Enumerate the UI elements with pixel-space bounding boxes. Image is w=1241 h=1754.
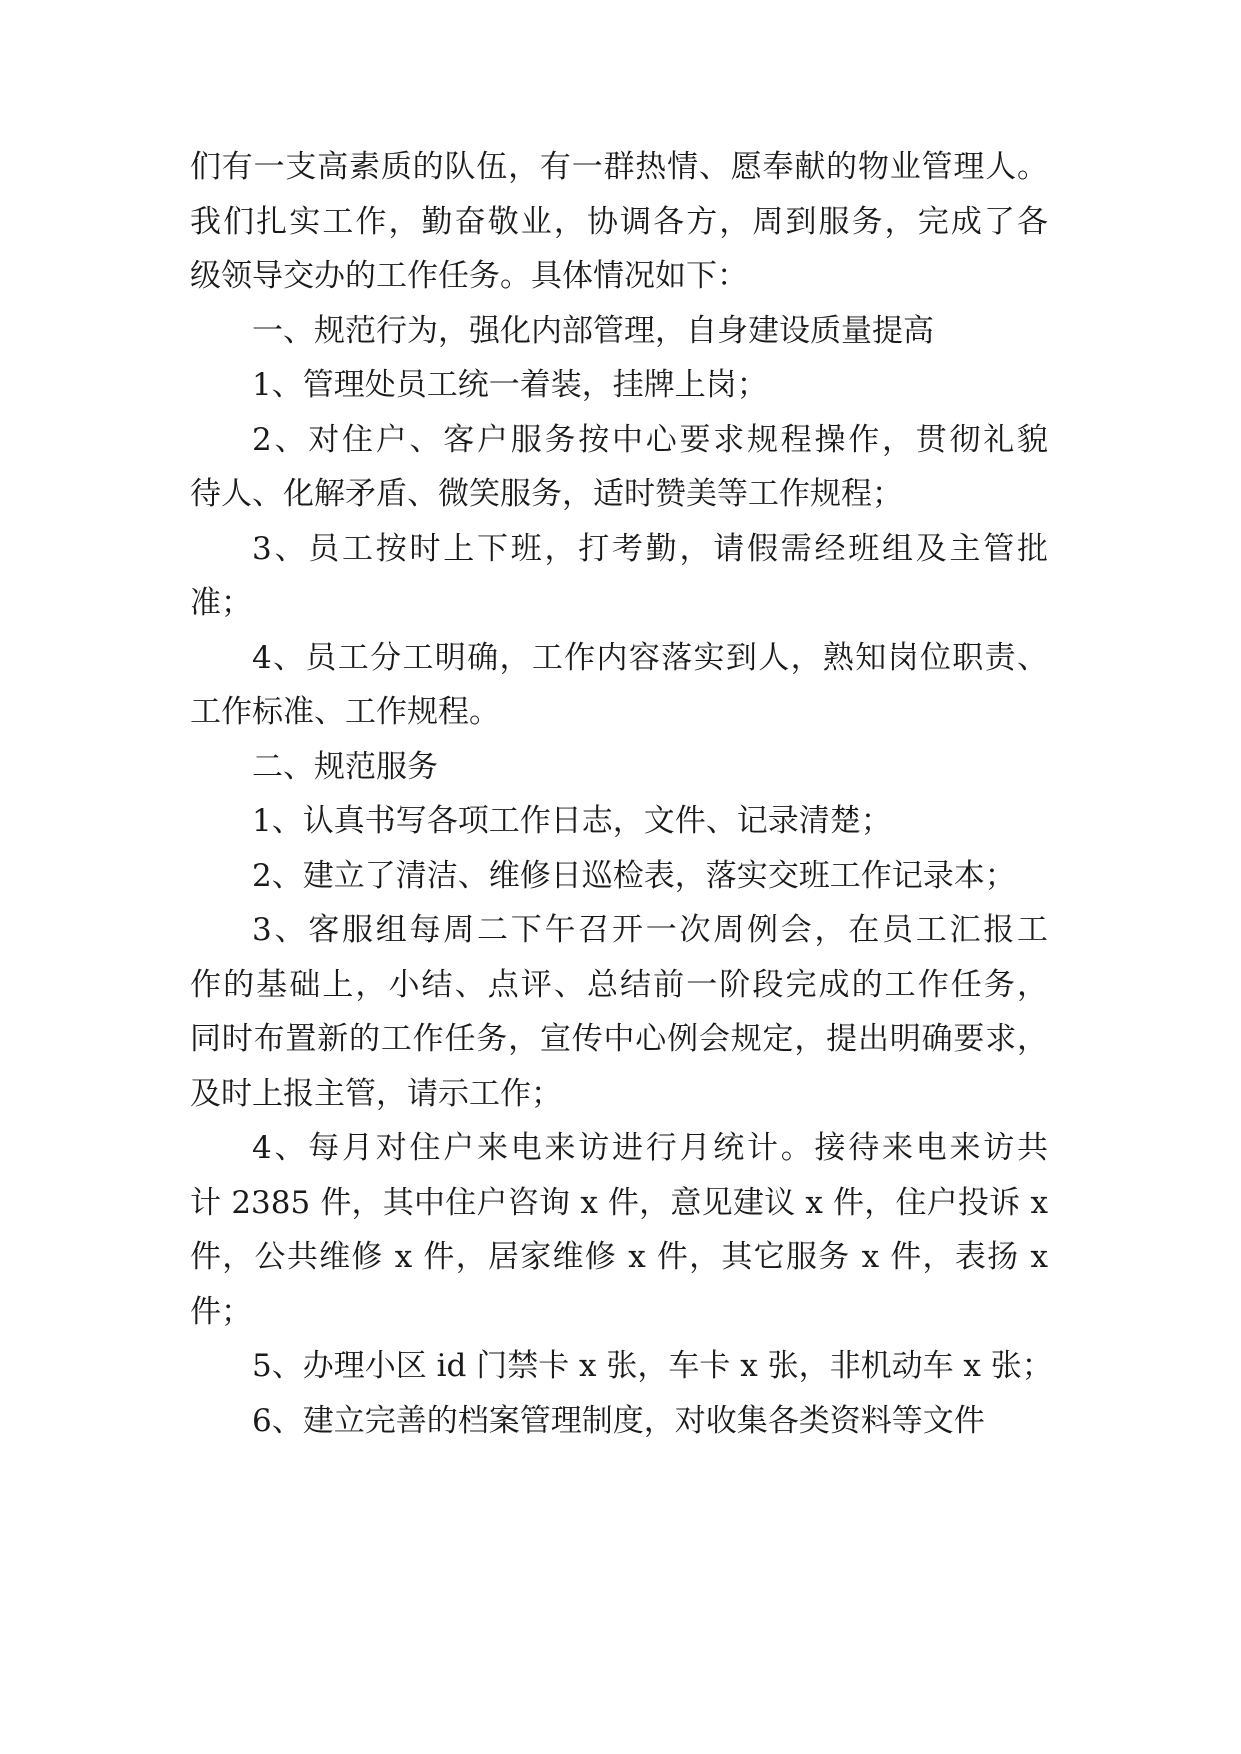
text-line: 5、办理小区 id 门禁卡 x 张，车卡 x 张，非机动车 x 张； xyxy=(252,1348,1053,1384)
text-line: 作的基础上，小结、点评、总结前一阶段完成的工作任务， xyxy=(190,966,1048,1003)
text-line: 件，公共维修 x 件，居家维修 x 件，其它服务 x 件，表扬 x xyxy=(190,1239,1048,1275)
text-line: 一、规范行为，强化内部管理，自身建设质量提高 xyxy=(252,312,934,349)
text-line: 同时布置新的工作任务，宣传中心例会规定，提出明确要求， xyxy=(190,1021,1048,1057)
text-line: 二、规范服务 xyxy=(252,748,438,785)
text-line: 4、员工分工明确，工作内容落实到人，熟知岗位职责、 xyxy=(252,639,1048,676)
text-line: 准； xyxy=(190,585,252,621)
text-line: 们有一支高素质的队伍，有一群热情、愿奉献的物业管理人。 xyxy=(190,149,1048,185)
text-line: 件； xyxy=(190,1293,252,1330)
section-heading-1 xyxy=(190,304,1048,359)
text-line: 1、认真书写各项工作日志，文件、记录清楚； xyxy=(252,803,892,839)
list-item-2-5 xyxy=(190,1339,1053,1394)
text-line: 待人、化解矛盾、微笑服务，适时赞美等工作规程； xyxy=(190,476,903,512)
text-line: 及时上报主管，请示工作； xyxy=(190,1075,562,1112)
text-line: 2、建立了清洁、维修日巡检表，落实交班工作记录本； xyxy=(252,857,1016,894)
list-item-2-1 xyxy=(190,794,1048,849)
paragraph-continuation xyxy=(190,140,1048,304)
text-line: 级领导交办的工作任务。具体情况如下： xyxy=(190,258,748,294)
list-item-2-4 xyxy=(190,1121,1048,1339)
document-body xyxy=(190,140,1053,1448)
section-heading-2 xyxy=(190,740,1048,795)
text-line: 工作标准、工作规程。 xyxy=(190,694,500,730)
text-line: 计 2385 件，其中住户咨询 x 件，意见建议 x 件，住户投诉 x xyxy=(190,1184,1048,1221)
text-line: 3、客服组每周二下午召开一次周例会，在员工汇报工 xyxy=(252,912,1048,948)
text-line: 6、建立完善的档案管理制度，对收集各类资料等文件 xyxy=(252,1402,985,1439)
text-line: 2、对住户、客户服务按中心要求规程操作，贯彻礼貌 xyxy=(252,421,1048,458)
list-item-1-2 xyxy=(190,413,1048,522)
text-line: 1、管理处员工统一着装，挂牌上岗； xyxy=(252,367,768,403)
list-item-1-1 xyxy=(190,358,1048,413)
list-item-2-6 xyxy=(190,1394,1048,1449)
text-line: 3、员工按时上下班，打考勤，请假需经班组及主管批 xyxy=(252,530,1048,567)
list-item-1-3 xyxy=(190,522,1048,631)
text-line: 我们扎实工作，勤奋敬业，协调各方，周到服务，完成了各 xyxy=(190,203,1048,240)
list-item-2-3 xyxy=(190,903,1048,1121)
list-item-1-4 xyxy=(190,631,1048,740)
text-line: 4、每月对住户来电来访进行月统计。接待来电来访共 xyxy=(252,1130,1048,1166)
list-item-2-2 xyxy=(190,849,1048,904)
